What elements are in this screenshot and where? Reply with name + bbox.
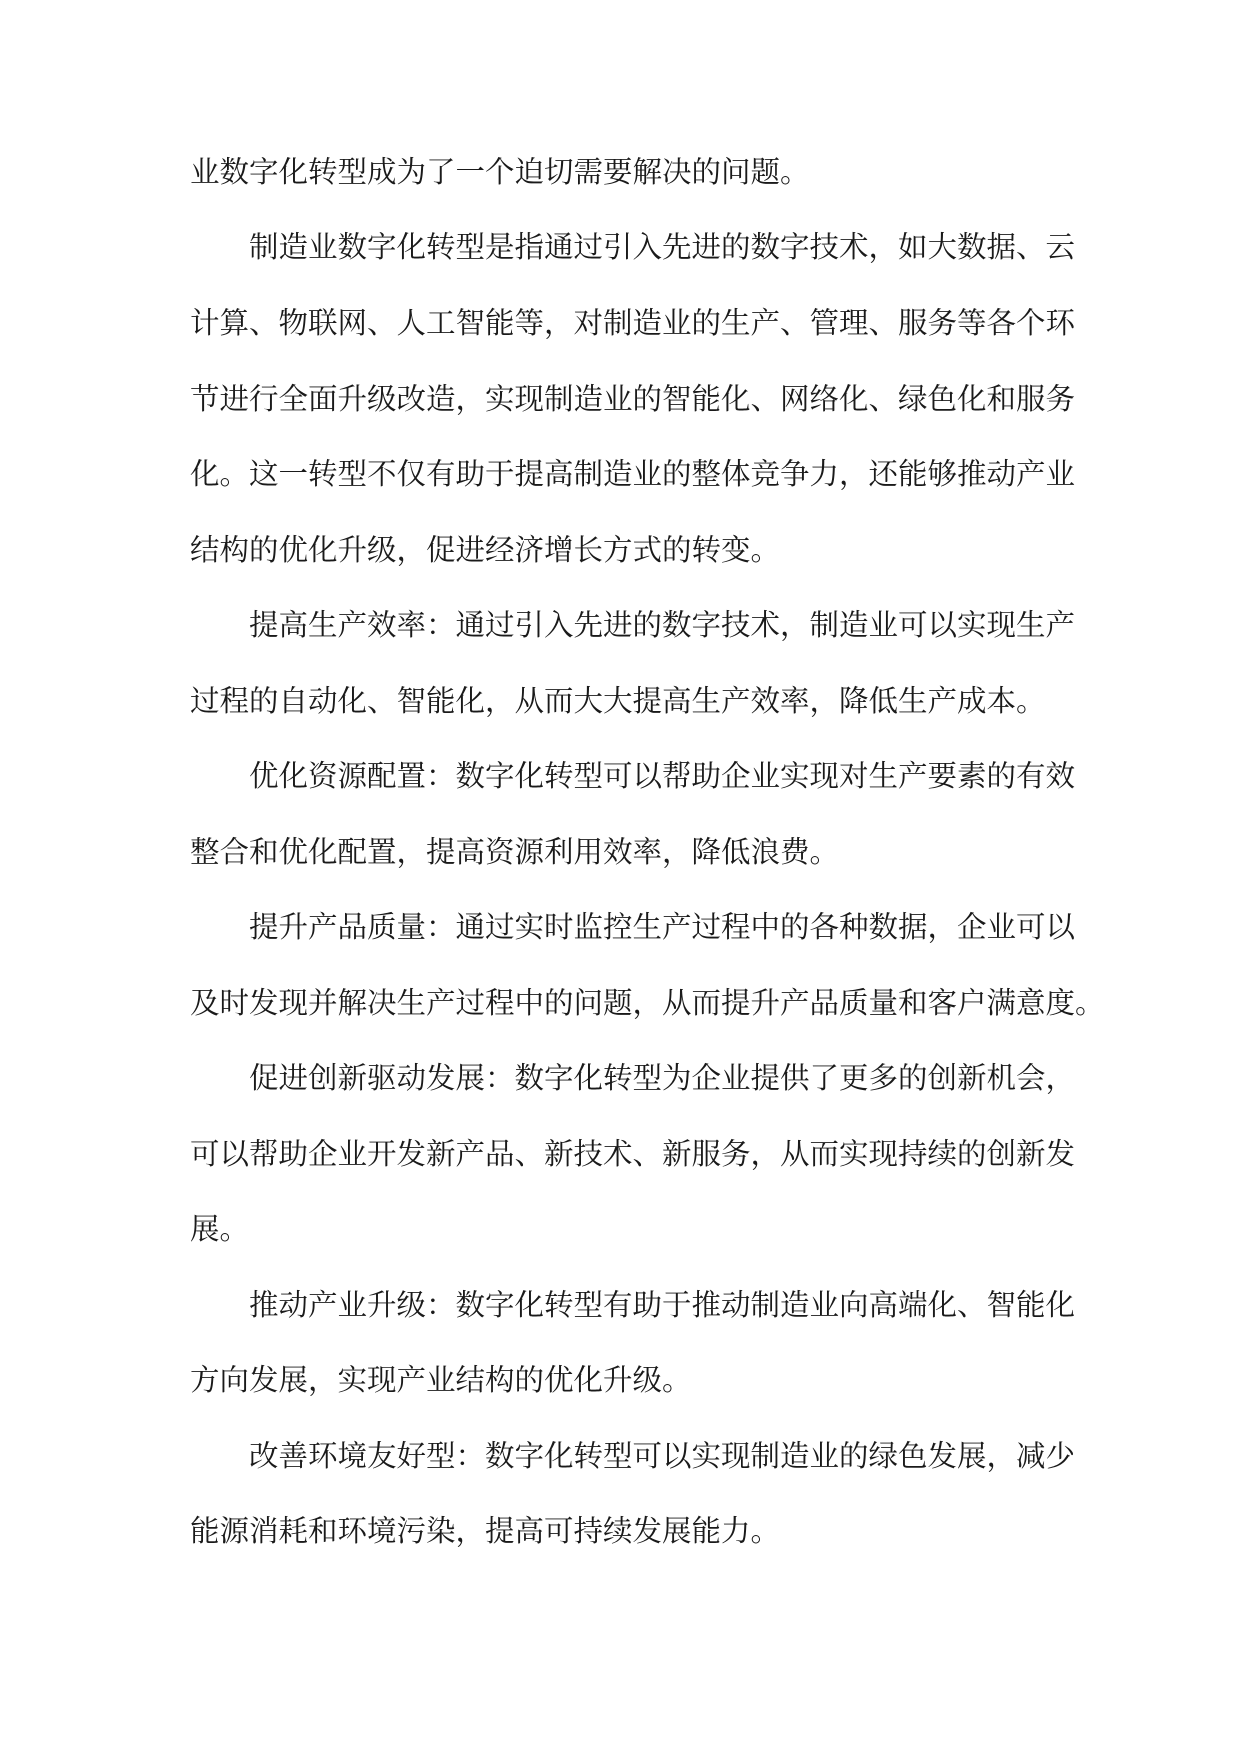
paragraph-first-line: 制造业数字化转型是指通过引入先进的数字技术，如大数据、云 [249, 230, 1076, 264]
text-line: 业数字化转型成为了一个迫切需要解决的问题。 [190, 155, 810, 189]
text-line: 及时发现并解决生产过程中的问题，从而提升产品质量和客户满意度。 [190, 986, 1105, 1020]
text-line: 化。这一转型不仅有助于提高制造业的整体竞争力，还能够推动产业 [190, 457, 1076, 491]
paragraph-first-line: 推动产业升级：数字化转型有助于推动制造业向高端化、智能化 [249, 1288, 1076, 1322]
text-line: 节进行全面升级改造，实现制造业的智能化、网络化、绿色化和服务 [190, 382, 1076, 416]
text-line: 可以帮助企业开发新产品、新技术、新服务，从而实现持续的创新发 [190, 1137, 1076, 1171]
text-line: 展。 [190, 1212, 250, 1246]
text-line: 计算、物联网、人工智能等，对制造业的生产、管理、服务等各个环 [190, 306, 1076, 340]
text-line: 整合和优化配置，提高资源利用效率，降低浪费。 [190, 835, 840, 869]
paragraph-first-line: 提高生产效率：通过引入先进的数字技术，制造业可以实现生产 [249, 608, 1076, 642]
paragraph-first-line: 提升产品质量：通过实时监控生产过程中的各种数据，企业可以 [249, 910, 1076, 944]
text-line: 过程的自动化、智能化，从而大大提高生产效率，降低生产成本。 [190, 684, 1046, 718]
paragraph-first-line: 促进创新驱动发展：数字化转型为企业提供了更多的创新机会， [249, 1061, 1076, 1095]
paragraph-first-line: 优化资源配置：数字化转型可以帮助企业实现对生产要素的有效 [249, 759, 1076, 793]
text-line: 能源消耗和环境污染，提高可持续发展能力。 [190, 1514, 781, 1548]
paragraph-first-line: 改善环境友好型：数字化转型可以实现制造业的绿色发展，减少 [249, 1439, 1076, 1473]
text-line: 方向发展，实现产业结构的优化升级。 [190, 1363, 692, 1397]
text-line: 结构的优化升级，促进经济增长方式的转变。 [190, 533, 781, 567]
